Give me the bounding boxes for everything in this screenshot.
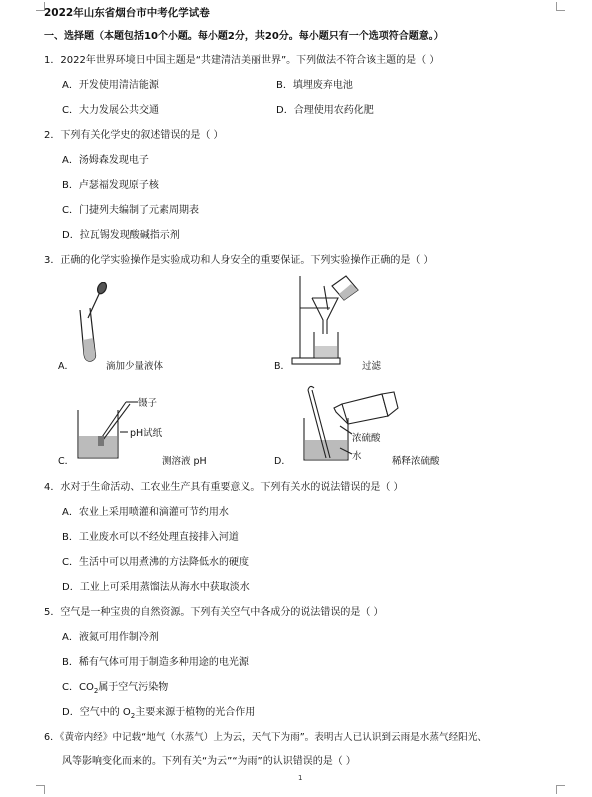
question-5-option-c [62,682,168,697]
figure-c-ph-paper-label: pH试纸 [130,428,163,439]
question-4-option-d: D．工业上可采用蒸馏法从海水中获取淡水 [62,582,250,593]
question-1-option-b: B．填埋废弃电池 [276,80,353,91]
question-2-stem: 2．下列有关化学史的叙述错误的是（ ） [44,130,224,141]
figure-b-caption: 过滤 [362,361,382,372]
figure-c-caption: 测溶液 pH [162,456,207,467]
question-4-option-a: A．农业上采用喷灌和滴灌可节约用水 [62,507,229,518]
question-1-stem: 1．2022年世界环境日中国主题是“共建清洁美丽世界”。下列做法不符合该主题的是（ ） [44,55,440,66]
question-6-line-2: 风等影响变化而来的。下列有关“为云”“为雨”的认识错误的是（ ） [62,756,356,767]
option-c-prefix: C．CO [62,682,94,693]
figure-d-acid-label: 浓硫酸 [352,433,381,444]
corner-mark-bottom-left [36,785,45,794]
question-4-option-c: C．生活中可以用煮沸的方法降低水的硬度 [62,557,249,568]
question-3-stem: 3．正确的化学实验操作是实验成功和人身安全的重要保证。下列实验操作正确的是（ ） [44,255,434,266]
question-1-option-a: A．开发使用清洁能源 [62,80,159,91]
figure-d-letter: D． [274,456,291,467]
option-d-subscript: 2 [130,712,136,720]
question-4-stem: 4．水对于生命活动、工农业生产具有重要意义。下列有关水的说法错误的是（ ） [44,482,404,493]
question-2-option-a: A．汤姆森发现电子 [62,155,149,166]
question-5-option-b: B．稀有气体可用于制造多种用途的电光源 [62,657,249,668]
page-number: 1 [298,774,303,782]
corner-mark-top-right [556,2,565,11]
question-5-option-d [62,707,255,722]
question-2-option-b: B．卢瑟福发现原子核 [62,180,159,191]
figure-c-tweezers-label: 镊子 [138,398,158,409]
question-2-option-d: D．拉瓦锡发现酸碱指示剂 [62,230,180,241]
question-6-line-1: 6．《黄帝内经》中记载“地气（水蒸气）上为云，天气下为雨”。表明古人已认识到云雨是水蒸气经阳光、 [44,732,487,743]
option-c-subscript: 2 [93,687,99,695]
figure-a-dropper-test-tube [66,282,116,368]
exam-title: 2022年山东省烟台市中考化学试卷 [44,7,210,19]
option-d-prefix: D．空气中的 O [62,707,131,718]
figure-d-water-label: 水 [352,451,362,462]
option-c-suffix: 属于空气污染物 [98,682,169,693]
question-1-option-c: C．大力发展公共交通 [62,105,159,116]
corner-mark-bottom-right [556,785,565,794]
question-4-option-b: B．工业废水可以不经处理直接排入河道 [62,532,239,543]
figure-a-letter: A． [58,361,74,372]
figure-d-dilution [290,382,402,468]
question-5-option-a: A．液氮可用作制冷剂 [62,632,159,643]
question-5-stem: 5．空气是一种宝贵的自然资源。下列有关空气中各成分的说法错误的是（ ） [44,607,384,618]
question-1-option-d: D．合理使用农药化肥 [276,105,374,116]
figure-b-filtration [290,272,370,368]
figure-b-letter: B． [274,361,291,372]
question-2-option-c: C．门捷列夫编制了元素周期表 [62,205,199,216]
option-d-suffix: 主要来源于植物的光合作用 [135,707,256,718]
figure-a-caption: 滴加少量液体 [106,361,164,372]
figure-d-caption: 稀释浓硫酸 [392,456,440,467]
section-heading: 一、选择题（本题包括10个小题。每小题2分，共20分。每小题只有一个选项符合题意。） [44,31,444,42]
figure-c-letter: C． [58,456,75,467]
